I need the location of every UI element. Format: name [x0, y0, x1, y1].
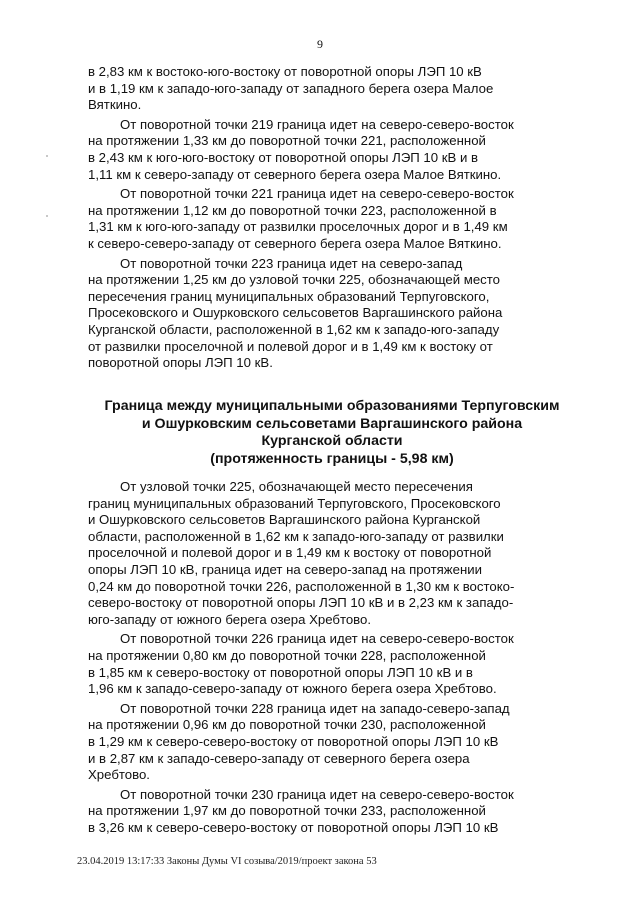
margin-mark [46, 155, 48, 157]
paragraph: От узловой точки 225, обозначающей место пересечения границ муниципальных образований Терпуговского, Просековского и Ошурковского сельсоветов Варгашинского района Курганской области, расположенной в 1,62 км к западо-юго-западу от развилки проселочной и полевой дорог и в 1,49 км к востоку от поворотной опоры ЛЭП 10 кВ, граница идет на северо-запад на протяжении 0,24 км до поворотной точки 226, расположенной в 1,30 км к востоко- северо-востоку от поворотной опоры ЛЭП 10 кВ и в 2,23 км к западо- юго-западу от южного берега озера Хребтово. [88, 479, 515, 627]
paragraph: От поворотной точки 223 граница идет на северо-запад на протяжении 1,25 км до узловой точки 225, обозначающей место пересечения границ муниципальных образований Терпуговского, Просековского и Ошурковского сельсоветов Варгашинского района Курганской области, расположенной в 1,62 км к западо-юго-западу от развилки проселочной и полевой дорог и в 1,49 км к востоку от поворотной опоры ЛЭП 10 кВ. [88, 255, 503, 371]
section-heading: Граница между муниципальными образованиями Терпуговским и Ошурковским сельсоветами Варгашинского района Курганской области (протяженность границы - 5,98 км) [104, 398, 560, 467]
paragraph: От поворотной точки 221 граница идет на северо-северо-восток на протяжении 1,12 км до поворотной точки 223, расположенной в 1,31 км к юго-юго-западу от развилки проселочных дорог и в 1,49 км к северо-северо-западу от северного берега озера Малое Вяткино. [88, 186, 514, 251]
paragraph: От поворотной точки 228 граница идет на западо-северо-запад на протяжении 0,96 км до поворотной точки 230, расположенной в 1,29 км к северо-северо-востоку от поворотной опоры ЛЭП 10 кВ и в 2,87 км к западо-северо-западу от северного берега озера Хребтово. [88, 700, 510, 783]
body-text-upper [88, 64, 576, 372]
body-text-lower [88, 479, 576, 836]
paragraph: От поворотной точки 226 граница идет на северо-северо-восток на протяжении 0,80 км до поворотной точки 228, расположенной в 1,85 км к северо-востоку от поворотной опоры ЛЭП 10 кВ и в 1,96 км к западо-северо-западу от южного берега озера Хребтово. [88, 631, 514, 697]
paragraph: в 2,83 км к востоко-юго-востоку от поворотной опоры ЛЭП 10 кВ и в 1,19 км к западо-юго-западу от западного берега озера Малое Вяткино. [88, 64, 494, 113]
paragraph: От поворотной точки 219 граница идет на северо-северо-восток на протяжении 1,33 км до поворотной точки 221, расположенной в 2,43 км к юго-юго-востоку от поворотной опоры ЛЭП 10 кВ и в 1,11 км к северо-западу от северного берега озера Малое Вяткино. [88, 116, 514, 182]
paragraph: От поворотной точки 230 граница идет на северо-северо-восток на протяжении 1,97 км до поворотной точки 233, расположенной в 3,26 км к северо-северо-востоку от поворотной опоры ЛЭП 10 кВ [88, 786, 514, 835]
footer-stamp: 23.04.2019 13:17:33 Законы Думы VI созыва/2019/проект закона 53 [77, 856, 377, 867]
page-number: 9 [317, 37, 323, 51]
margin-mark [46, 215, 48, 217]
